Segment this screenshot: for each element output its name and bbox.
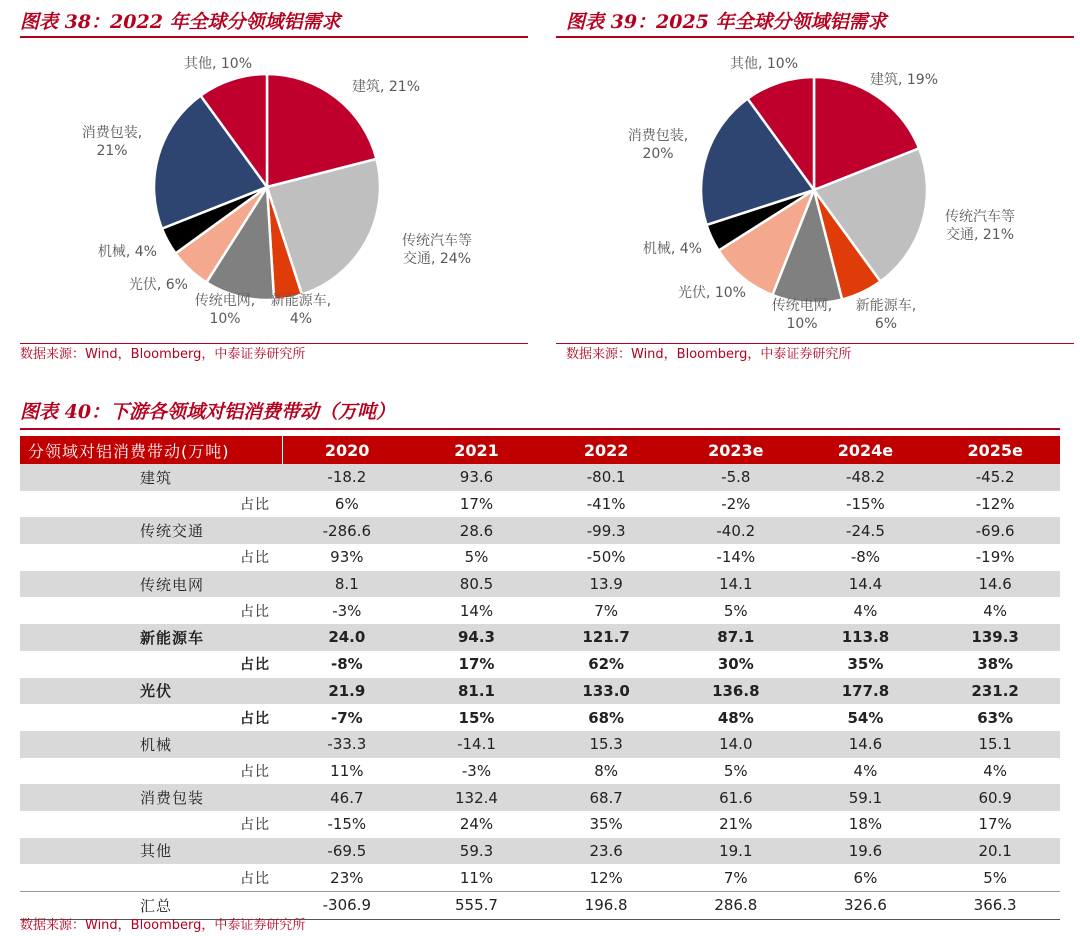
table-cell: 17% bbox=[412, 491, 542, 518]
table-row bbox=[20, 758, 1060, 785]
row-label: 其他 bbox=[20, 838, 282, 865]
table-cell: 28.6 bbox=[412, 517, 542, 544]
table-cell: 87.1 bbox=[671, 624, 801, 651]
table-cell: 21.9 bbox=[282, 678, 412, 705]
table-row bbox=[20, 651, 1060, 678]
row-label: 占比 bbox=[20, 491, 282, 518]
table-cell: 6% bbox=[801, 864, 931, 891]
table-cell: 61.6 bbox=[671, 784, 801, 811]
left-pie-label-5: 机械, 4% bbox=[97, 244, 157, 260]
table-cell: 59.3 bbox=[412, 838, 542, 865]
left-pie-label-7: 其他, 10% bbox=[183, 56, 253, 72]
right-pie-label-5: 机械, 4% bbox=[642, 241, 702, 257]
table-row bbox=[20, 597, 1060, 624]
right-pie-label-0: 建筑, 19% bbox=[870, 72, 939, 88]
consumption-table bbox=[20, 436, 1060, 920]
table-cell: 326.6 bbox=[801, 892, 931, 920]
table-cell: 30% bbox=[671, 651, 801, 678]
table-cell: -33.3 bbox=[282, 731, 412, 758]
table-cell: 7% bbox=[671, 864, 801, 891]
table-cell: -18.2 bbox=[282, 464, 412, 491]
table-cell: 14% bbox=[412, 597, 542, 624]
table-cell: 68% bbox=[541, 704, 671, 731]
table-row bbox=[20, 464, 1060, 491]
table-cell: 19.1 bbox=[671, 838, 801, 865]
table-cell: -40.2 bbox=[671, 517, 801, 544]
table-cell: 113.8 bbox=[801, 624, 931, 651]
left-source-rule bbox=[20, 343, 528, 344]
table-cell: 46.7 bbox=[282, 784, 412, 811]
table-cell: 93% bbox=[282, 544, 412, 571]
table-cell: -19% bbox=[930, 544, 1060, 571]
row-label: 光伏 bbox=[20, 678, 282, 705]
header-year-6: 2025e bbox=[930, 436, 1060, 464]
table-cell: 15.1 bbox=[930, 731, 1060, 758]
table-cell: 11% bbox=[412, 864, 542, 891]
table-cell: -15% bbox=[801, 491, 931, 518]
right-source-note: 数据来源：Wind，Bloomberg，中泰证券研究所 bbox=[566, 347, 852, 362]
table-row bbox=[20, 624, 1060, 651]
left-pie-label-3: 传统电网, 10% bbox=[194, 293, 256, 327]
row-label: 占比 bbox=[20, 544, 282, 571]
table-cell: -3% bbox=[412, 758, 542, 785]
table-cell: -5.8 bbox=[671, 464, 801, 491]
table-cell: -8% bbox=[282, 651, 412, 678]
table-cell: 286.8 bbox=[671, 892, 801, 920]
right-pie-label-7: 其他, 10% bbox=[729, 56, 799, 72]
table-cell: 7% bbox=[541, 597, 671, 624]
right-pie-label-1: 传统汽车等交通, 21% bbox=[945, 209, 1015, 243]
header-year-4: 2023e bbox=[671, 436, 801, 464]
table-cell: -2% bbox=[671, 491, 801, 518]
table-cell: 6% bbox=[282, 491, 412, 518]
table-cell: 18% bbox=[801, 811, 931, 838]
left-pie-label-1: 传统汽车等交通, 24% bbox=[402, 233, 472, 267]
left-title-rule bbox=[20, 36, 528, 38]
table-cell: 68.7 bbox=[541, 784, 671, 811]
table-cell: 81.1 bbox=[412, 678, 542, 705]
table-row bbox=[20, 678, 1060, 705]
table-row bbox=[20, 544, 1060, 571]
left-pie-label-6: 消费包装, 21% bbox=[81, 125, 143, 159]
row-label: 占比 bbox=[20, 597, 282, 624]
table-cell: -45.2 bbox=[930, 464, 1060, 491]
header-label-cell: 分领域对铝消费带动(万吨) bbox=[20, 436, 282, 464]
row-label: 传统电网 bbox=[20, 571, 282, 598]
table-cell: 35% bbox=[801, 651, 931, 678]
table-cell: 54% bbox=[801, 704, 931, 731]
left-pie-label-0: 建筑, 21% bbox=[352, 79, 421, 95]
table-cell: 132.4 bbox=[412, 784, 542, 811]
table-cell: 177.8 bbox=[801, 678, 931, 705]
table-cell: -80.1 bbox=[541, 464, 671, 491]
table-cell: -69.5 bbox=[282, 838, 412, 865]
table-cell: 139.3 bbox=[930, 624, 1060, 651]
table-cell: -69.6 bbox=[930, 517, 1060, 544]
right-title-rule bbox=[556, 36, 1074, 38]
table-cell: -15% bbox=[282, 811, 412, 838]
table-cell: -14% bbox=[671, 544, 801, 571]
row-label: 占比 bbox=[20, 758, 282, 785]
table-cell: 4% bbox=[930, 758, 1060, 785]
table-cell: 14.4 bbox=[801, 571, 931, 598]
row-label: 消费包装 bbox=[20, 784, 282, 811]
table-header-row bbox=[20, 436, 1060, 464]
row-label: 机械 bbox=[20, 731, 282, 758]
header-year-2: 2021 bbox=[412, 436, 542, 464]
table-cell: 196.8 bbox=[541, 892, 671, 920]
table-cell: 23% bbox=[282, 864, 412, 891]
left-source-note: 数据来源：Wind，Bloomberg，中泰证券研究所 bbox=[20, 347, 306, 362]
table-cell: 17% bbox=[412, 651, 542, 678]
right-pie-label-4: 光伏, 10% bbox=[677, 285, 746, 301]
table-cell: 60.9 bbox=[930, 784, 1060, 811]
table-cell: 15% bbox=[412, 704, 542, 731]
table-cell: 59.1 bbox=[801, 784, 931, 811]
table-source-note: 数据来源：Wind，Bloomberg，中泰证券研究所 bbox=[20, 918, 306, 933]
table-cell: 136.8 bbox=[671, 678, 801, 705]
row-label: 新能源车 bbox=[20, 624, 282, 651]
table-cell: -12% bbox=[930, 491, 1060, 518]
table-cell: 20.1 bbox=[930, 838, 1060, 865]
table-cell: -41% bbox=[541, 491, 671, 518]
table-cell: -306.9 bbox=[282, 892, 412, 920]
left-pie-label-4: 光伏, 6% bbox=[128, 277, 188, 293]
table-cell: 13.9 bbox=[541, 571, 671, 598]
table-cell: 11% bbox=[282, 758, 412, 785]
table-cell: 35% bbox=[541, 811, 671, 838]
table-cell: -14.1 bbox=[412, 731, 542, 758]
table-row bbox=[20, 491, 1060, 518]
header-year-5: 2024e bbox=[801, 436, 931, 464]
right-pie-label-3: 传统电网, 10% bbox=[771, 298, 833, 332]
right-source-rule bbox=[556, 343, 1074, 344]
table-cell: 121.7 bbox=[541, 624, 671, 651]
header-year-3: 2022 bbox=[541, 436, 671, 464]
left-pie-chart bbox=[15, 40, 535, 340]
table-row bbox=[20, 838, 1060, 865]
table-cell: 48% bbox=[671, 704, 801, 731]
table-cell: -50% bbox=[541, 544, 671, 571]
table-cell: 15.3 bbox=[541, 731, 671, 758]
right-pie-chart bbox=[556, 40, 1076, 340]
table-cell: 80.5 bbox=[412, 571, 542, 598]
row-label: 传统交通 bbox=[20, 517, 282, 544]
table-cell: 21% bbox=[671, 811, 801, 838]
table-cell: 14.0 bbox=[671, 731, 801, 758]
right-pie-label-6: 消费包装, 20% bbox=[627, 128, 689, 162]
table-cell: 5% bbox=[412, 544, 542, 571]
table-cell: 93.6 bbox=[412, 464, 542, 491]
table-row bbox=[20, 892, 1060, 920]
table-cell: 231.2 bbox=[930, 678, 1060, 705]
right-chart-title: 图表 39：2025 年全球分领域铝需求 bbox=[566, 11, 887, 33]
table-cell: 94.3 bbox=[412, 624, 542, 651]
table-row bbox=[20, 864, 1060, 891]
table-cell: 133.0 bbox=[541, 678, 671, 705]
table-cell: 4% bbox=[930, 597, 1060, 624]
table-cell: -99.3 bbox=[541, 517, 671, 544]
table-title: 图表 40：下游各领域对铝消费带动（万吨） bbox=[20, 401, 396, 423]
table-cell: -48.2 bbox=[801, 464, 931, 491]
table-cell: -286.6 bbox=[282, 517, 412, 544]
table-cell: 19.6 bbox=[801, 838, 931, 865]
table-title-rule bbox=[20, 428, 1060, 430]
table-row bbox=[20, 731, 1060, 758]
table-cell: 62% bbox=[541, 651, 671, 678]
table-row bbox=[20, 571, 1060, 598]
table-cell: -3% bbox=[282, 597, 412, 624]
table-cell: -8% bbox=[801, 544, 931, 571]
table-row bbox=[20, 784, 1060, 811]
row-label: 占比 bbox=[20, 704, 282, 731]
table-cell: 14.6 bbox=[801, 731, 931, 758]
left-chart-title: 图表 38：2022 年全球分领域铝需求 bbox=[20, 11, 341, 33]
table-cell: 23.6 bbox=[541, 838, 671, 865]
table-cell: 24% bbox=[412, 811, 542, 838]
table-cell: 14.1 bbox=[671, 571, 801, 598]
table-cell: -7% bbox=[282, 704, 412, 731]
table-cell: 5% bbox=[930, 864, 1060, 891]
table-row bbox=[20, 704, 1060, 731]
table-cell: 4% bbox=[801, 597, 931, 624]
row-label: 建筑 bbox=[20, 464, 282, 491]
table-cell: 366.3 bbox=[930, 892, 1060, 920]
table-cell: 12% bbox=[541, 864, 671, 891]
table-cell: 24.0 bbox=[282, 624, 412, 651]
table-cell: 38% bbox=[930, 651, 1060, 678]
table-cell: 17% bbox=[930, 811, 1060, 838]
right-pie-label-2: 新能源车, 6% bbox=[855, 298, 917, 332]
table-cell: 8.1 bbox=[282, 571, 412, 598]
table-cell: 4% bbox=[801, 758, 931, 785]
row-label: 汇总 bbox=[20, 892, 282, 920]
table-row bbox=[20, 517, 1060, 544]
table-cell: 555.7 bbox=[412, 892, 542, 920]
left-pie-label-2: 新能源车, 4% bbox=[270, 293, 332, 327]
table-cell: 14.6 bbox=[930, 571, 1060, 598]
row-label: 占比 bbox=[20, 864, 282, 891]
row-label: 占比 bbox=[20, 651, 282, 678]
table-row bbox=[20, 811, 1060, 838]
row-label: 占比 bbox=[20, 811, 282, 838]
table-cell: 8% bbox=[541, 758, 671, 785]
header-year-1: 2020 bbox=[282, 436, 412, 464]
table-cell: 5% bbox=[671, 758, 801, 785]
table-cell: -24.5 bbox=[801, 517, 931, 544]
table-cell: 5% bbox=[671, 597, 801, 624]
table-cell: 63% bbox=[930, 704, 1060, 731]
